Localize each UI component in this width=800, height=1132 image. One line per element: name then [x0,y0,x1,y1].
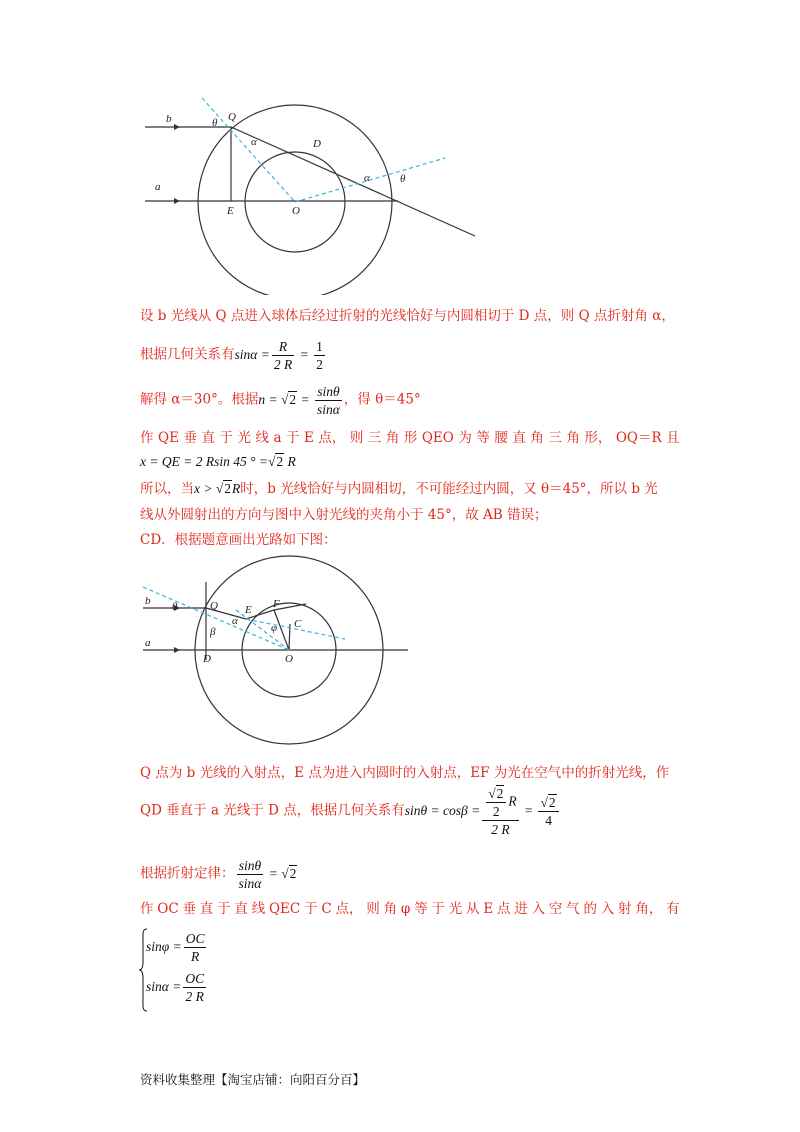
word: 角 [530,430,544,446]
label-e: E [227,205,234,217]
label-o-2: O [285,653,293,665]
word: 角 [383,901,398,917]
word: 角 [385,430,400,446]
word: 点 [496,901,511,917]
footer: 资料收集整理【淘宝店铺：向阳百分百】 [140,1072,366,1087]
label-a-2: a [145,637,151,649]
word: 进 [514,901,528,917]
word: 则 [366,901,380,917]
label-alpha: α [251,136,257,148]
word: 于 [304,901,318,917]
word: 射 [618,901,632,917]
label-alpha-2: α [232,615,238,627]
word: 入 [531,901,546,917]
word: a [273,430,282,446]
word: 直 [234,901,248,917]
normal-q-2 [143,587,289,650]
word: E [483,901,494,917]
word: 线 [255,430,269,446]
word: 于 [431,901,445,917]
word: 从 [466,901,480,917]
para-5: 所以，当x > √2R时，b 光线恰好与内圆相切，不可能经过内圆，又 θ＝45°，所以 b 光 [140,481,658,497]
label-alpha-right: α [364,172,370,184]
word: 三 [367,430,382,446]
para-9: QD 垂直于 a 光线于 D 点，根据几何关系有sinθ = cosβ = $\frac{√2}{2}$ R 2 R = $\frac{√2}{4}$ [140,785,561,838]
word: 气 [566,901,580,917]
label-q: Q [228,111,236,123]
word: 形 [403,430,418,446]
word: OQ＝R [615,430,662,446]
word: 点， [335,901,363,917]
para-4-eq: x = QE = 2 Rsin 45 ° =√2 R [140,454,296,469]
label-theta-left: θ [212,117,218,129]
para-7: CD．根据题意画出光路如下图： [140,532,337,548]
word: 线 [251,901,266,917]
word: 则 [349,430,364,446]
word: 作 [140,430,154,446]
word: E [304,430,314,446]
word: 直 [512,430,526,446]
word: 腰 [494,430,508,446]
para-1: 设 b 光线从 Q 点进入球体后经过折射的光线恰好与内圆相切于 D 点，则 Q 点折射角 α， [140,308,675,324]
word: 垂 [182,901,196,917]
word: 角 [566,430,580,446]
outer-circle [198,105,392,295]
word: 三 [548,430,562,446]
figure-1 [140,90,490,295]
word: C [321,901,332,917]
word: 有 [666,901,680,917]
word: 点， [318,430,346,446]
label-q-2: Q [210,600,218,612]
word: 光 [448,901,463,917]
word: 于 [217,901,231,917]
label-d-2: D [203,653,211,665]
label-e-2: E [245,604,252,616]
system-eq-2: sinα = $\frac{OC}{2 R}$ [146,971,205,1004]
label-c-2: C [294,618,302,630]
word: 为 [458,430,472,446]
word: QEC [268,901,301,917]
para-6: 线从外圆射出的方向与图中入射光线的夹角小于 45°，故 AB 错误； [140,507,548,523]
word: 直 [199,901,214,917]
word: 入 [600,901,615,917]
label-theta-2: θ [172,601,178,613]
para-2: 根据几何关系有sinα = $\frac{R}{2 R}$ = $\frac{1}{2}$ [140,339,323,372]
word: 形， [584,430,612,446]
label-f-2: F [273,598,280,610]
word: 作 [140,901,154,917]
word: OC [157,901,179,917]
system-eq-1: sinφ = $\frac{OC}{R}$ [146,931,205,964]
label-phi-2: φ [271,622,278,634]
label-o: O [292,205,300,217]
word: φ [400,901,411,917]
label-b-2: b [145,595,151,607]
refracted-ray [231,127,475,236]
normal-exit [295,158,445,202]
word: 光 [237,430,251,446]
word: 的 [583,901,597,917]
word: 且 [666,430,680,446]
word: 垂 [183,430,197,446]
para-11 [140,899,680,919]
figure-2 [140,552,415,752]
label-b: b [166,113,172,125]
word: 空 [548,901,563,917]
word: 于 [286,430,300,446]
para-10: 根据折射定律： $\frac{\sin\theta}{\sin\alpha}$ = √2 [140,858,297,891]
label-a: a [155,181,161,193]
label-d: D [313,138,321,150]
word: 于 [219,430,233,446]
word: 角， [635,901,663,917]
word: 等 [414,901,428,917]
word: 直 [201,430,215,446]
word: QE [158,430,179,446]
word: QEO [421,430,454,446]
para-4 [140,428,680,448]
para-8: Q 点为 b 光线的入射点，E 点为进入内圆时的入射点，EF 为光在空气中的折射光线，作 [140,765,670,781]
word: 等 [476,430,490,446]
label-beta-2: β [210,626,216,638]
para-3: 解得 α＝30°。根据n = √2 = $\frac{\sin\theta}{\sin\alpha}$ ，得 θ＝45° [140,384,421,417]
label-theta-right: θ [400,173,406,185]
